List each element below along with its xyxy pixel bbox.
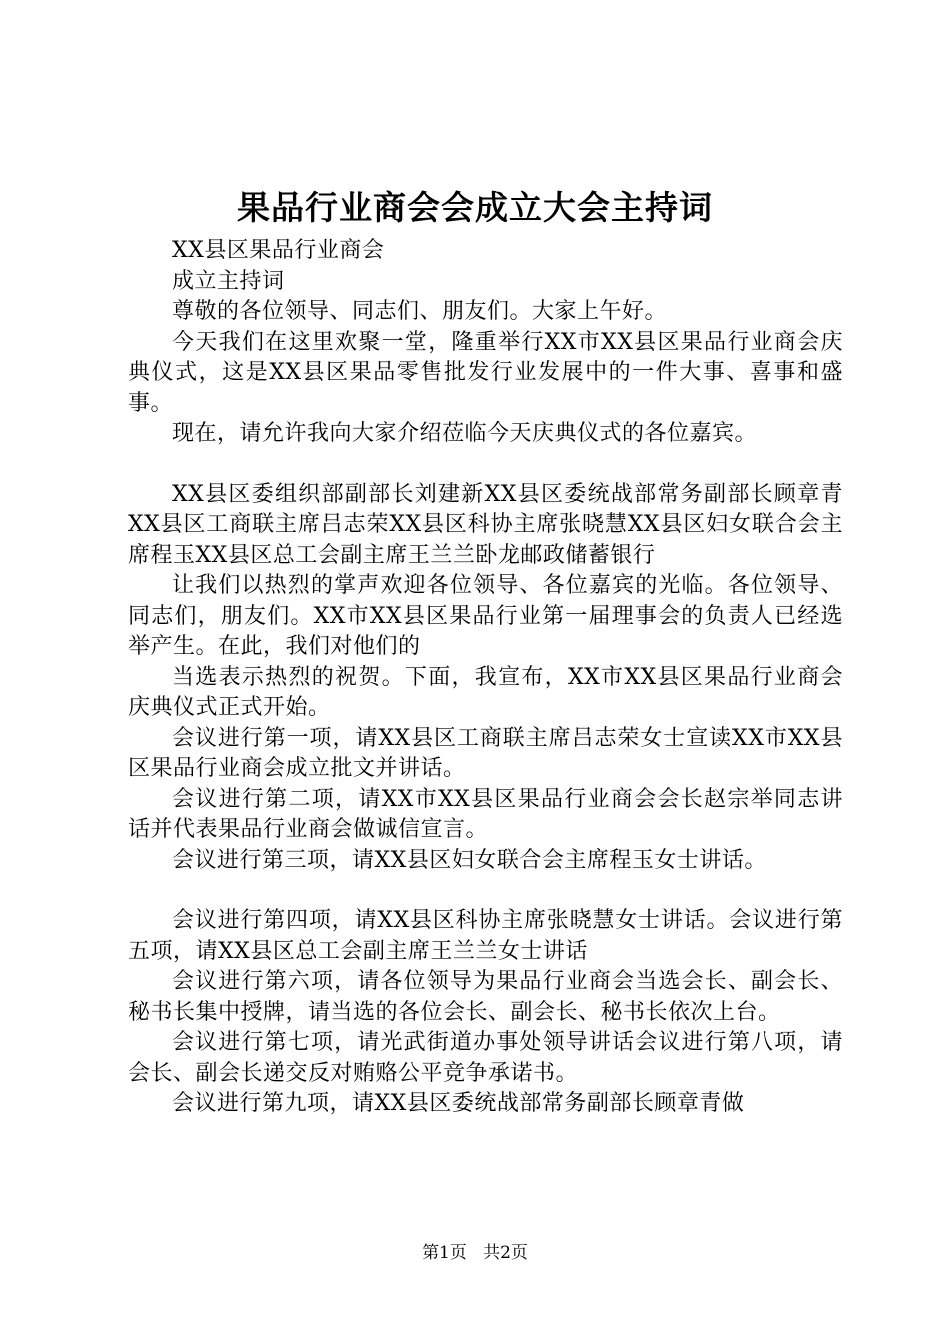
paragraph: XX县区委组织部副部长刘建新XX县区委统战部常务副部长顾章青XX县区工商联主席吕志荣XX县区科协主席张晓慧XX县区妇女联合会主席程玉XX县区总工会副主席王兰兰卧龙邮政储蓄银行	[128, 481, 843, 568]
paragraph: 成立主持词	[172, 268, 285, 294]
paragraph: 会议进行第四项，请XX县区科协主席张晓慧女士讲话。会议进行第五项，请XX县区总工会副主席王兰兰女士讲话	[128, 908, 843, 964]
paragraph: 让我们以热烈的掌声欢迎各位领导、各位嘉宾的光临。各位领导、同志们，朋友们。XX市XX县区果品行业第一届理事会的负责人已经选举产生。在此，我们对他们的	[128, 573, 843, 659]
page-number: 第1页	[422, 1243, 467, 1263]
paragraph: 会议进行第二项，请XX市XX县区果品行业商会会长赵宗举同志讲话并代表果品行业商会做诚信宣言。	[128, 786, 843, 842]
document-title: 果品行业商会会成立大会主持词	[237, 188, 713, 227]
paragraph: 现在，请允许我向大家介绍莅临今天庆典仪式的各位嘉宾。	[172, 421, 758, 446]
paragraph: 会议进行第七项，请光武街道办事处领导讲话会议进行第八项，请会长、副会长递交反对贿赂公平竞争承诺书。	[128, 1030, 843, 1086]
page-footer	[0, 1242, 950, 1264]
paragraph: 今天我们在这里欢聚一堂，隆重举行XX市XX县区果品行业商会庆典仪式，这是XX县区果品零售批发行业发展中的一件大事、喜事和盛事。	[128, 329, 843, 416]
paragraph: 会议进行第一项，请XX县区工商联主席吕志荣女士宣读XX市XX县区果品行业商会成立批文并讲话。	[128, 725, 843, 781]
paragraph: 会议进行第三项，请XX县区妇女联合会主席程玉女士讲话。	[172, 847, 767, 873]
page-total: 共2页	[483, 1243, 528, 1263]
document-body	[128, 236, 843, 1120]
paragraph: 会议进行第九项，请XX县区委统战部常务副部长顾章青做	[172, 1091, 745, 1116]
paragraph: 会议进行第六项，请各位领导为果品行业商会当选会长、副会长、秘书长集中授牌，请当选的各位会长、副会长、秘书长依次上台。	[128, 969, 843, 1025]
paragraph: XX县区果品行业商会	[172, 238, 385, 263]
paragraph: 尊敬的各位领导、同志们、朋友们。大家上午好。	[172, 299, 668, 324]
paragraph: 当选表示热烈的祝贺。下面，我宣布，XX市XX县区果品行业商会庆典仪式正式开始。	[128, 664, 843, 720]
